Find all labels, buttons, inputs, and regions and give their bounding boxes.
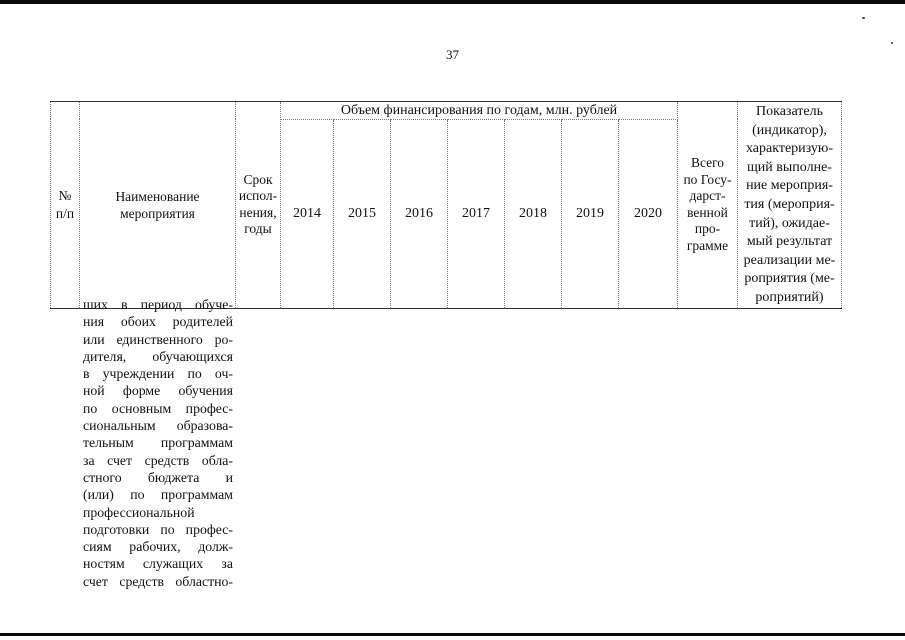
col-indicator-header: Показатель (индикатор), характеризую- щий выполне- ние мероприя- тия (мероприя- тий), ожидае- мый результат реализации ме- роприятия (ме- роприятий) (738, 102, 842, 309)
col-total-header: Всего по Госу- дарст- венной про- грамме (678, 102, 738, 309)
text-line: стного бюджета и (83, 469, 233, 485)
year-header: 2018 (505, 119, 562, 308)
text-line: сиям рабочих, долж- (83, 539, 233, 555)
continued-measure-text (83, 296, 233, 590)
text-line: тельным программам (83, 435, 233, 451)
year-header: 2017 (448, 119, 505, 308)
year-header: 2015 (334, 119, 391, 308)
col-term-header: Срок испол- нения, годы (236, 102, 281, 309)
text-line: подготовки по профес- (83, 521, 233, 537)
scan-speck (862, 17, 865, 19)
text-line: сиональным образова- (83, 418, 233, 434)
text-line: ной форме обучения (83, 383, 233, 399)
year-header: 2020 (619, 119, 678, 308)
page-number: 37 (446, 47, 459, 62)
text-line: в учреждении по оч- (83, 366, 233, 382)
col-name-header: Наименование мероприятия (80, 102, 236, 309)
year-header: 2016 (391, 119, 448, 308)
text-line: ния обоих родителей (83, 314, 233, 330)
text-line: ших в период обуче- (83, 297, 233, 312)
funding-group-header: Объем финансирования по годам, млн. рублей (281, 102, 678, 120)
text-line: ностям служащих за (83, 556, 233, 572)
text-line: по основным профес- (83, 400, 233, 416)
scan-bottom-border (0, 633, 905, 636)
year-header: 2014 (281, 119, 334, 308)
text-line: дителя, обучающихся (83, 348, 233, 364)
table-header (50, 101, 842, 309)
text-line: за счет средств обла- (83, 452, 233, 468)
text-line: или единственного ро- (83, 331, 233, 347)
text-line: счет средств областно- (83, 573, 233, 589)
scan-top-border (0, 0, 905, 4)
text-line: профессиональной (83, 504, 195, 520)
scan-speck (891, 42, 893, 44)
col-number-header: № п/п (51, 102, 80, 309)
year-header: 2019 (562, 119, 619, 308)
text-line: (или) по программам (83, 487, 233, 503)
